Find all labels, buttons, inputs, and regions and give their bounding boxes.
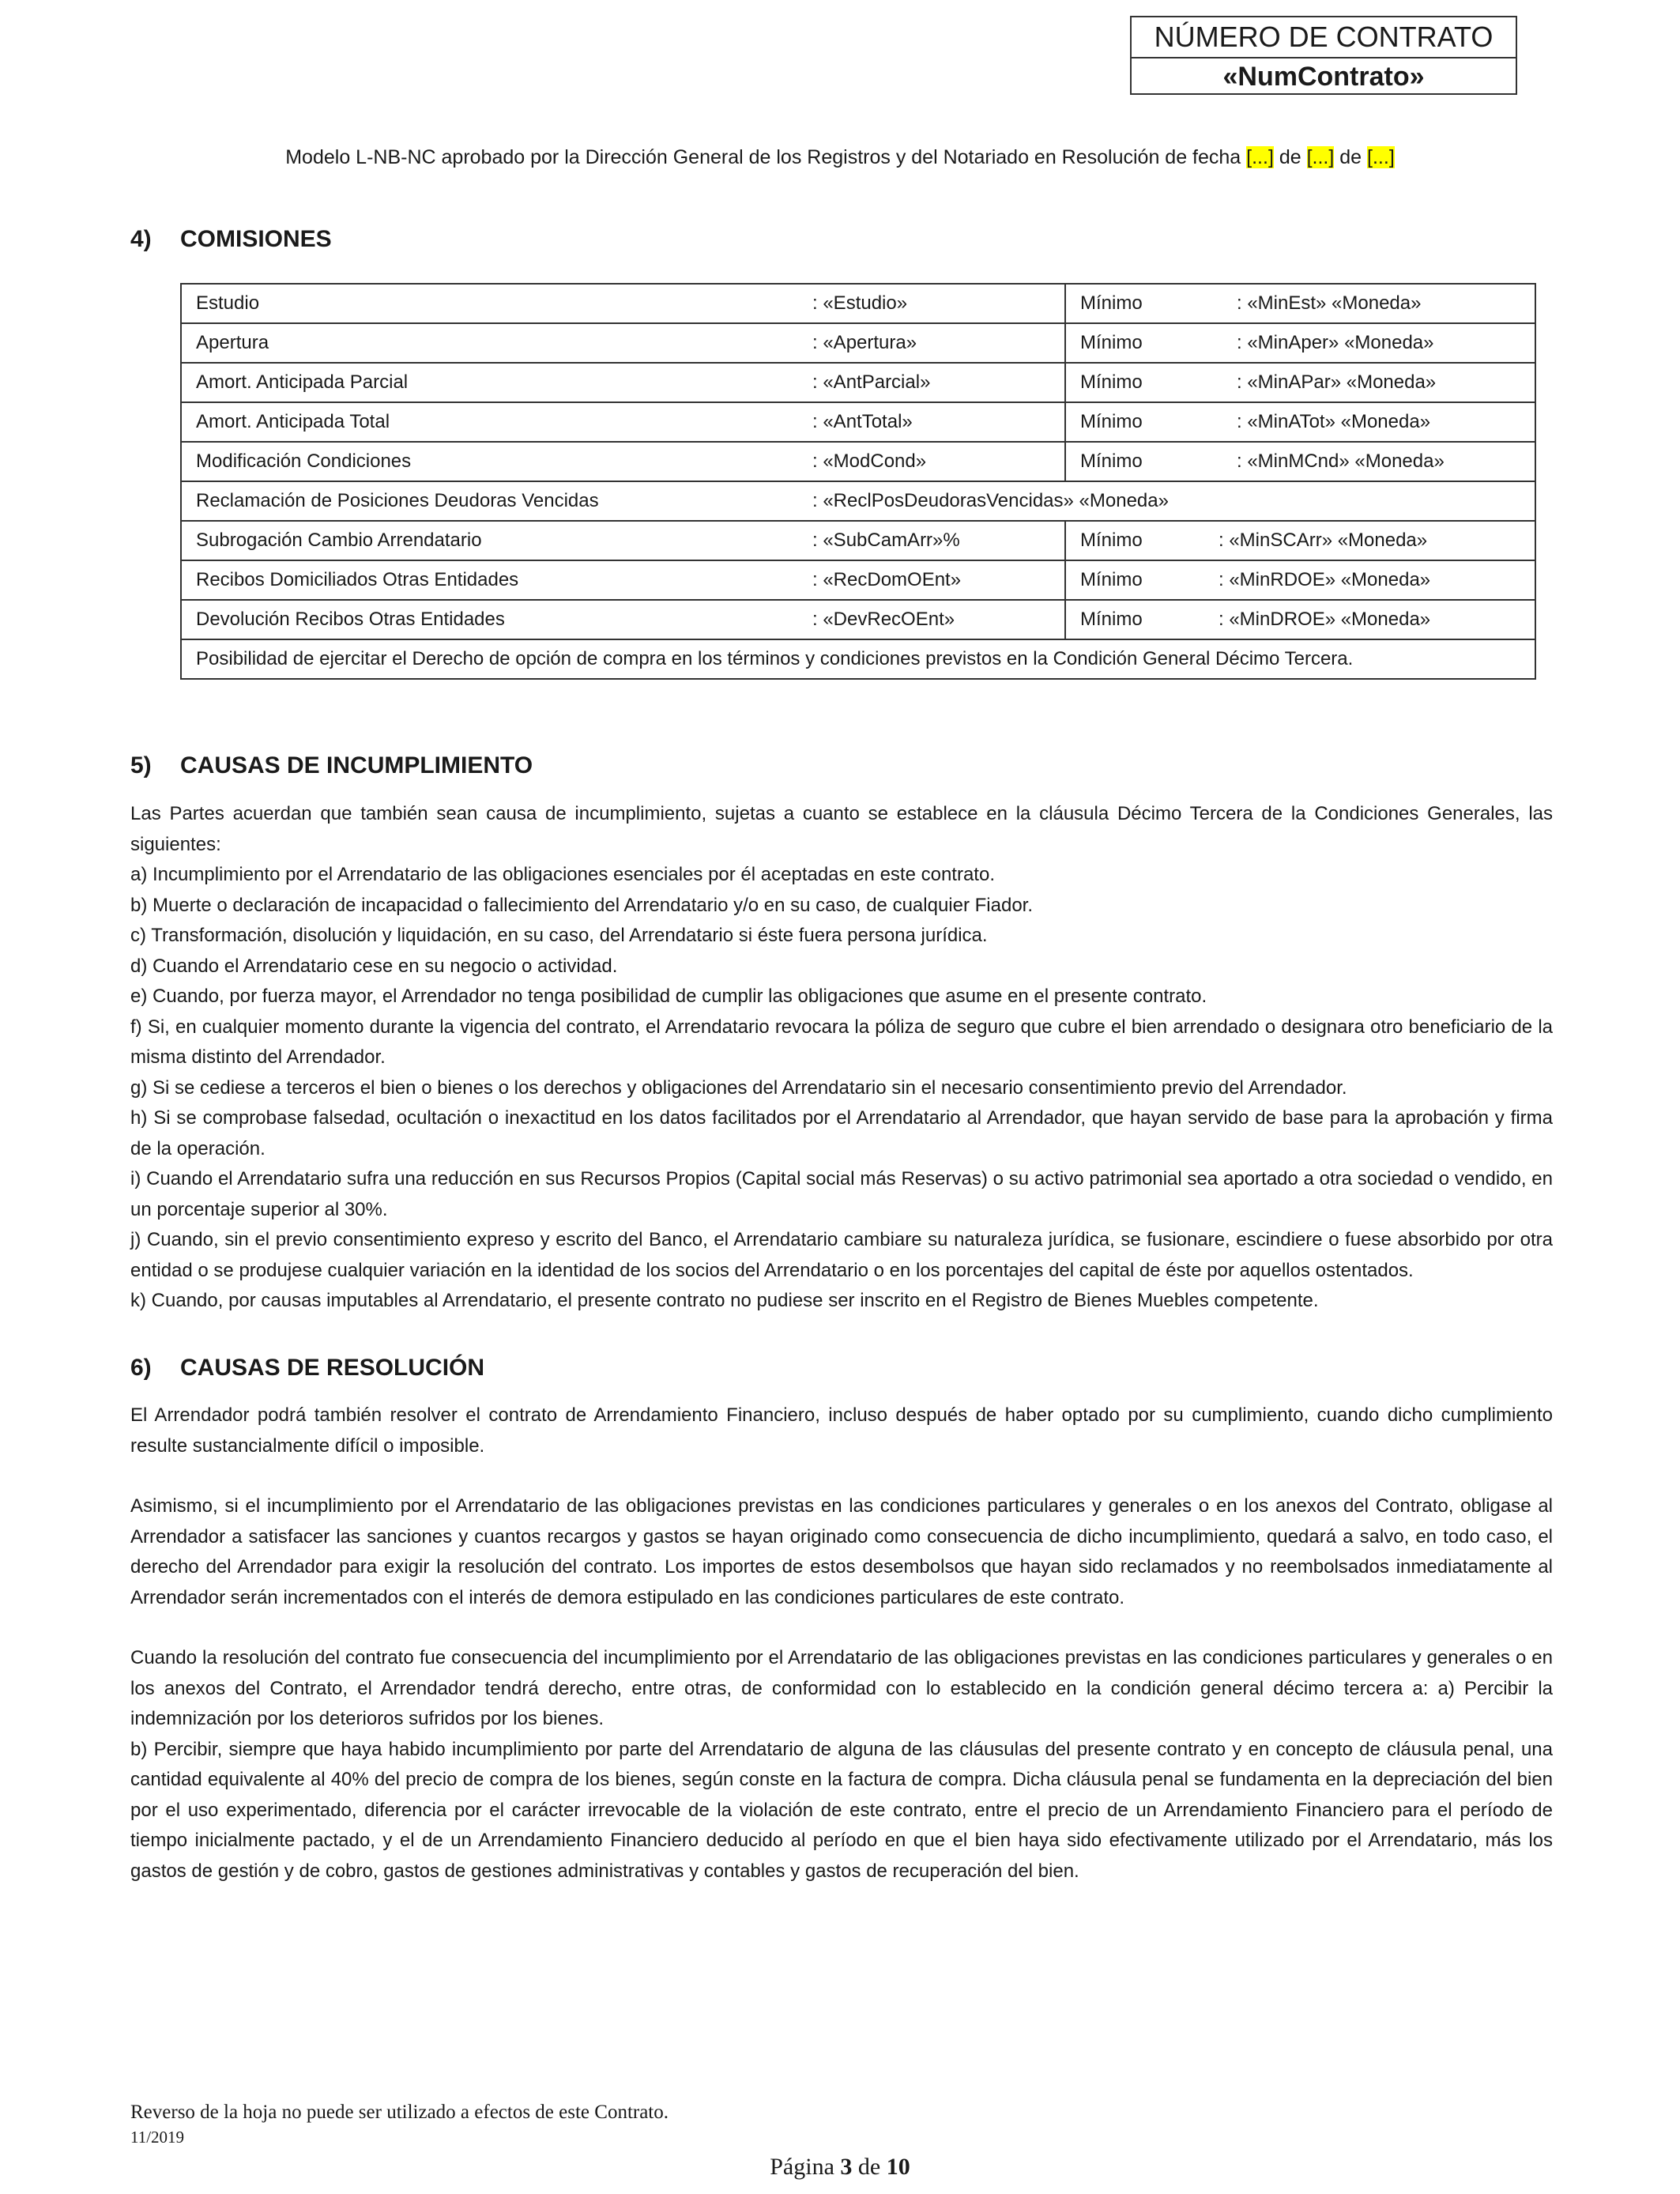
date-placeholder-month: [...] (1306, 146, 1335, 168)
commission-value: : «Estudio» (812, 284, 1065, 323)
minimum-label: Mínimo (1080, 530, 1143, 551)
section-title: CAUSAS DE RESOLUCIÓN (180, 1355, 485, 1381)
minimum-label: Mínimo (1080, 450, 1143, 472)
commission-concept: Modificación Condiciones (181, 442, 812, 481)
commission-row (181, 481, 1535, 521)
commission-value: : «AntTotal» (812, 402, 1065, 442)
minimum-label: Mínimo (1080, 569, 1143, 590)
commission-minimum (1065, 560, 1535, 600)
model-approval-text: Modelo L-NB-NC aprobado por la Dirección General de los Registros y del Notariado en Resolución de fecha (285, 146, 1247, 168)
commission-value: : «SubCamArr»% (812, 521, 1065, 560)
minimum-value: : «MinDROE» «Moneda» (1219, 609, 1431, 630)
incumplimiento-list (130, 860, 1553, 1317)
date-placeholder-year: [...] (1367, 146, 1395, 168)
resolucion-paragraph-4: b) Percibir, siempre que haya habido incumplimiento por parte del Arrendatario de alguna de las cláusulas del presente contrato y en concepto de cláusula penal, una cantidad equivalente al 40% del precio de compra de los bienes, según conste en la factura de compra. Dicha cláusula penal se fundamenta en la depreciación del bien por el uso experimentado, diferencia por el carácter irrevocable de la violación de este contrato, entre el precio de un Arrendamiento Financiero para el período de tiempo inicialmente pactado, y el de un Arrendamiento Financiero deducido al período en que el bien haya sido efectivamente utilizado por el Arrendatario, más los gastos de gestión y de cobro, gastos de gestiones administrativas y contables y gastos de recuperación del bien. (130, 1738, 1553, 1882)
contract-number-title: NÚMERO DE CONTRATO (1132, 17, 1516, 58)
incumplimiento-item: j) Cuando, sin el previo consentimiento expreso y escrito del Banco, el Arrendatario cambiare su naturaleza jurídica, se fusionare, escindiere o fuese absorbido por otra entidad o se produjese cualquier variación en la identidad de los socios del Arrendatario o en los porcentajes del capital de éste por aquellos ostentados. (130, 1229, 1553, 1281)
page-word: Página (770, 2154, 834, 2180)
incumplimiento-item: g) Si se cediese a terceros el bien o bienes o los derechos y obligaciones del Arrendatario sin el necesario consentimiento previo del Arrendador. (130, 1076, 1347, 1099)
contract-number-box (1130, 16, 1517, 95)
commission-minimum (1065, 600, 1535, 639)
page-total: 10 (886, 2154, 910, 2180)
commission-concept: Amort. Anticipada Total (181, 402, 812, 442)
minimum-value: : «MinAper» «Moneda» (1237, 332, 1434, 353)
commission-concept: Recibos Domiciliados Otras Entidades (181, 560, 812, 600)
commission-row (181, 442, 1535, 481)
incumplimiento-item: a) Incumplimiento por el Arrendatario de las obligaciones esenciales por él aceptadas en este contrato. (130, 864, 995, 885)
commission-row (181, 600, 1535, 639)
resolucion-paragraph-3: Cuando la resolución del contrato fue consecuencia del incumplimiento por el Arrendatario de las obligaciones previstas en las condiciones particulares y generales o en los anexos del Contrato, el Arrendador tendrá derecho, entre otras, de conformidad con lo establecido en la condición general décimo tercera a: a) Percibir la indemnización por los deterioros sufridos por los bienes. (130, 1647, 1553, 1729)
purchase-option-note: Posibilidad de ejercitar el Derecho de opción de compra en los términos y condiciones previstos en la Condición General Décimo Tercera. (181, 639, 1535, 679)
incumplimiento-item: k) Cuando, por causas imputables al Arrendatario, el presente contrato no pudiese ser inscrito en el Registro de Bienes Muebles competente. (130, 1290, 1319, 1311)
model-approval-line (0, 146, 1680, 169)
footer-date: 11/2019 (130, 2128, 185, 2147)
commission-row (181, 363, 1535, 402)
commission-value: : «AntParcial» (812, 363, 1065, 402)
commissions-table (180, 283, 1536, 680)
commission-minimum (1065, 521, 1535, 560)
commission-value: : «Apertura» (812, 323, 1065, 363)
date-placeholder-day: [...] (1246, 146, 1274, 168)
section-heading-resolucion (130, 1355, 484, 1382)
minimum-label: Mínimo (1080, 332, 1143, 353)
commission-minimum (1065, 402, 1535, 442)
section-number: 5) (130, 752, 152, 778)
incumplimiento-item: d) Cuando el Arrendatario cese en su negocio o actividad. (130, 955, 618, 977)
page-number (0, 2154, 1680, 2181)
commission-concept: Devolución Recibos Otras Entidades (181, 600, 812, 639)
minimum-value: : «MinEst» «Moneda» (1237, 292, 1422, 314)
incumplimiento-item: e) Cuando, por fuerza mayor, el Arrendador no tenga posibilidad de cumplir las obligaciones que asume en el presente contrato. (130, 986, 1207, 1007)
commission-footer-row (181, 639, 1535, 679)
commission-row (181, 323, 1535, 363)
page-of: de (857, 2154, 881, 2180)
minimum-label: Mínimo (1080, 411, 1143, 432)
minimum-value: : «MinRDOE» «Moneda» (1219, 569, 1431, 590)
commission-minimum (1065, 442, 1535, 481)
section-title: CAUSAS DE INCUMPLIMIENTO (180, 752, 533, 778)
commission-row (181, 560, 1535, 600)
section-number: 6) (130, 1355, 152, 1381)
incumplimiento-intro: Las Partes acuerdan que también sean causa de incumplimiento, sujetas a cuanto se establece en la cláusula Décimo Tercera de la Condiciones Generales, las siguientes: (130, 803, 1553, 855)
incumplimiento-item: c) Transformación, disolución y liquidación, en su caso, del Arrendatario si éste fuera persona jurídica. (130, 925, 988, 946)
resolucion-body (130, 1400, 1553, 1887)
minimum-label: Mínimo (1080, 371, 1143, 393)
commission-minimum (1065, 323, 1535, 363)
commission-value: : «ReclPosDeudorasVencidas» «Moneda» (812, 481, 1535, 521)
minimum-label: Mínimo (1080, 292, 1143, 314)
section-heading-comisiones (130, 226, 332, 253)
incumplimiento-item: h) Si se comprobase falsedad, ocultación o inexactitud en los datos facilitados por el Arrendatario al Arrendador, que hayan servido de base para la aprobación y firma de la operación. (130, 1107, 1553, 1159)
incumplimiento-item: f) Si, en cualquier momento durante la vigencia del contrato, el Arrendatario revocara la póliza de seguro que cubre el bien arrendado o designara otro beneficiario de la misma distinto del Arrendador. (130, 1016, 1553, 1068)
commission-value: : «ModCond» (812, 442, 1065, 481)
model-sep-1: de (1273, 146, 1307, 168)
page-current: 3 (840, 2154, 853, 2180)
resolucion-paragraph-2: Asimismo, si el incumplimiento por el Arrendatario de las obligaciones previstas en las condiciones particulares y generales o en los anexos del Contrato, obligase al Arrendador a satisfacer las sanciones y cuantos recargos y gastos se hayan originado como consecuencia de dicho incumplimiento, quedará a salvo, en todo caso, el derecho del Arrendador para exigir la resolución del contrato. Los importes de estos desembolsos que hayan sido reclamados y no reembolsados inmediatamente al Arrendador serán incrementados con el interés de demora estipulado en las condiciones particulares de este contrato. (130, 1495, 1553, 1608)
minimum-value: : «MinSCArr» «Moneda» (1219, 530, 1428, 551)
commission-concept: Subrogación Cambio Arrendatario (181, 521, 812, 560)
commission-concept: Estudio (181, 284, 812, 323)
footer-note: Reverso de la hoja no puede ser utilizado a efectos de este Contrato. (130, 2102, 669, 2123)
minimum-label: Mínimo (1080, 609, 1143, 630)
commission-row (181, 521, 1535, 560)
incumplimiento-item: i) Cuando el Arrendatario sufra una reducción en sus Recursos Propios (Capital social más Reservas) o su activo patrimonial sea aportado a otra sociedad o vendido, en un porcentaje superior al 30%. (130, 1168, 1553, 1220)
minimum-value: : «MinMCnd» «Moneda» (1237, 450, 1445, 472)
minimum-value: : «MinATot» «Moneda» (1237, 411, 1431, 432)
section-title: COMISIONES (180, 226, 332, 252)
incumplimiento-item: b) Muerte o declaración de incapacidad o fallecimiento del Arrendatario y/o en su caso, de cualquier Fiador. (130, 894, 1034, 916)
commission-row (181, 284, 1535, 323)
commission-minimum (1065, 284, 1535, 323)
contract-number-value: «NumContrato» (1222, 62, 1425, 92)
model-sep-2: de (1334, 146, 1368, 168)
commission-minimum (1065, 363, 1535, 402)
commission-concept: Reclamación de Posiciones Deudoras Vencidas (181, 481, 812, 521)
resolucion-paragraph-1: El Arrendador podrá también resolver el contrato de Arrendamiento Financiero, incluso después de haber optado por su cumplimiento, cuando dicho cumplimiento resulte sustancialmente difícil o imposible. (130, 1404, 1553, 1457)
commission-concept: Amort. Anticipada Parcial (181, 363, 812, 402)
commission-value: : «RecDomOEnt» (812, 560, 1065, 600)
section-number: 4) (130, 226, 152, 252)
commission-value: : «DevRecOEnt» (812, 600, 1065, 639)
section-heading-incumplimiento (130, 752, 533, 779)
incumplimiento-body (130, 799, 1553, 1317)
commission-concept: Apertura (181, 323, 812, 363)
commission-row (181, 402, 1535, 442)
minimum-value: : «MinAPar» «Moneda» (1237, 371, 1437, 393)
